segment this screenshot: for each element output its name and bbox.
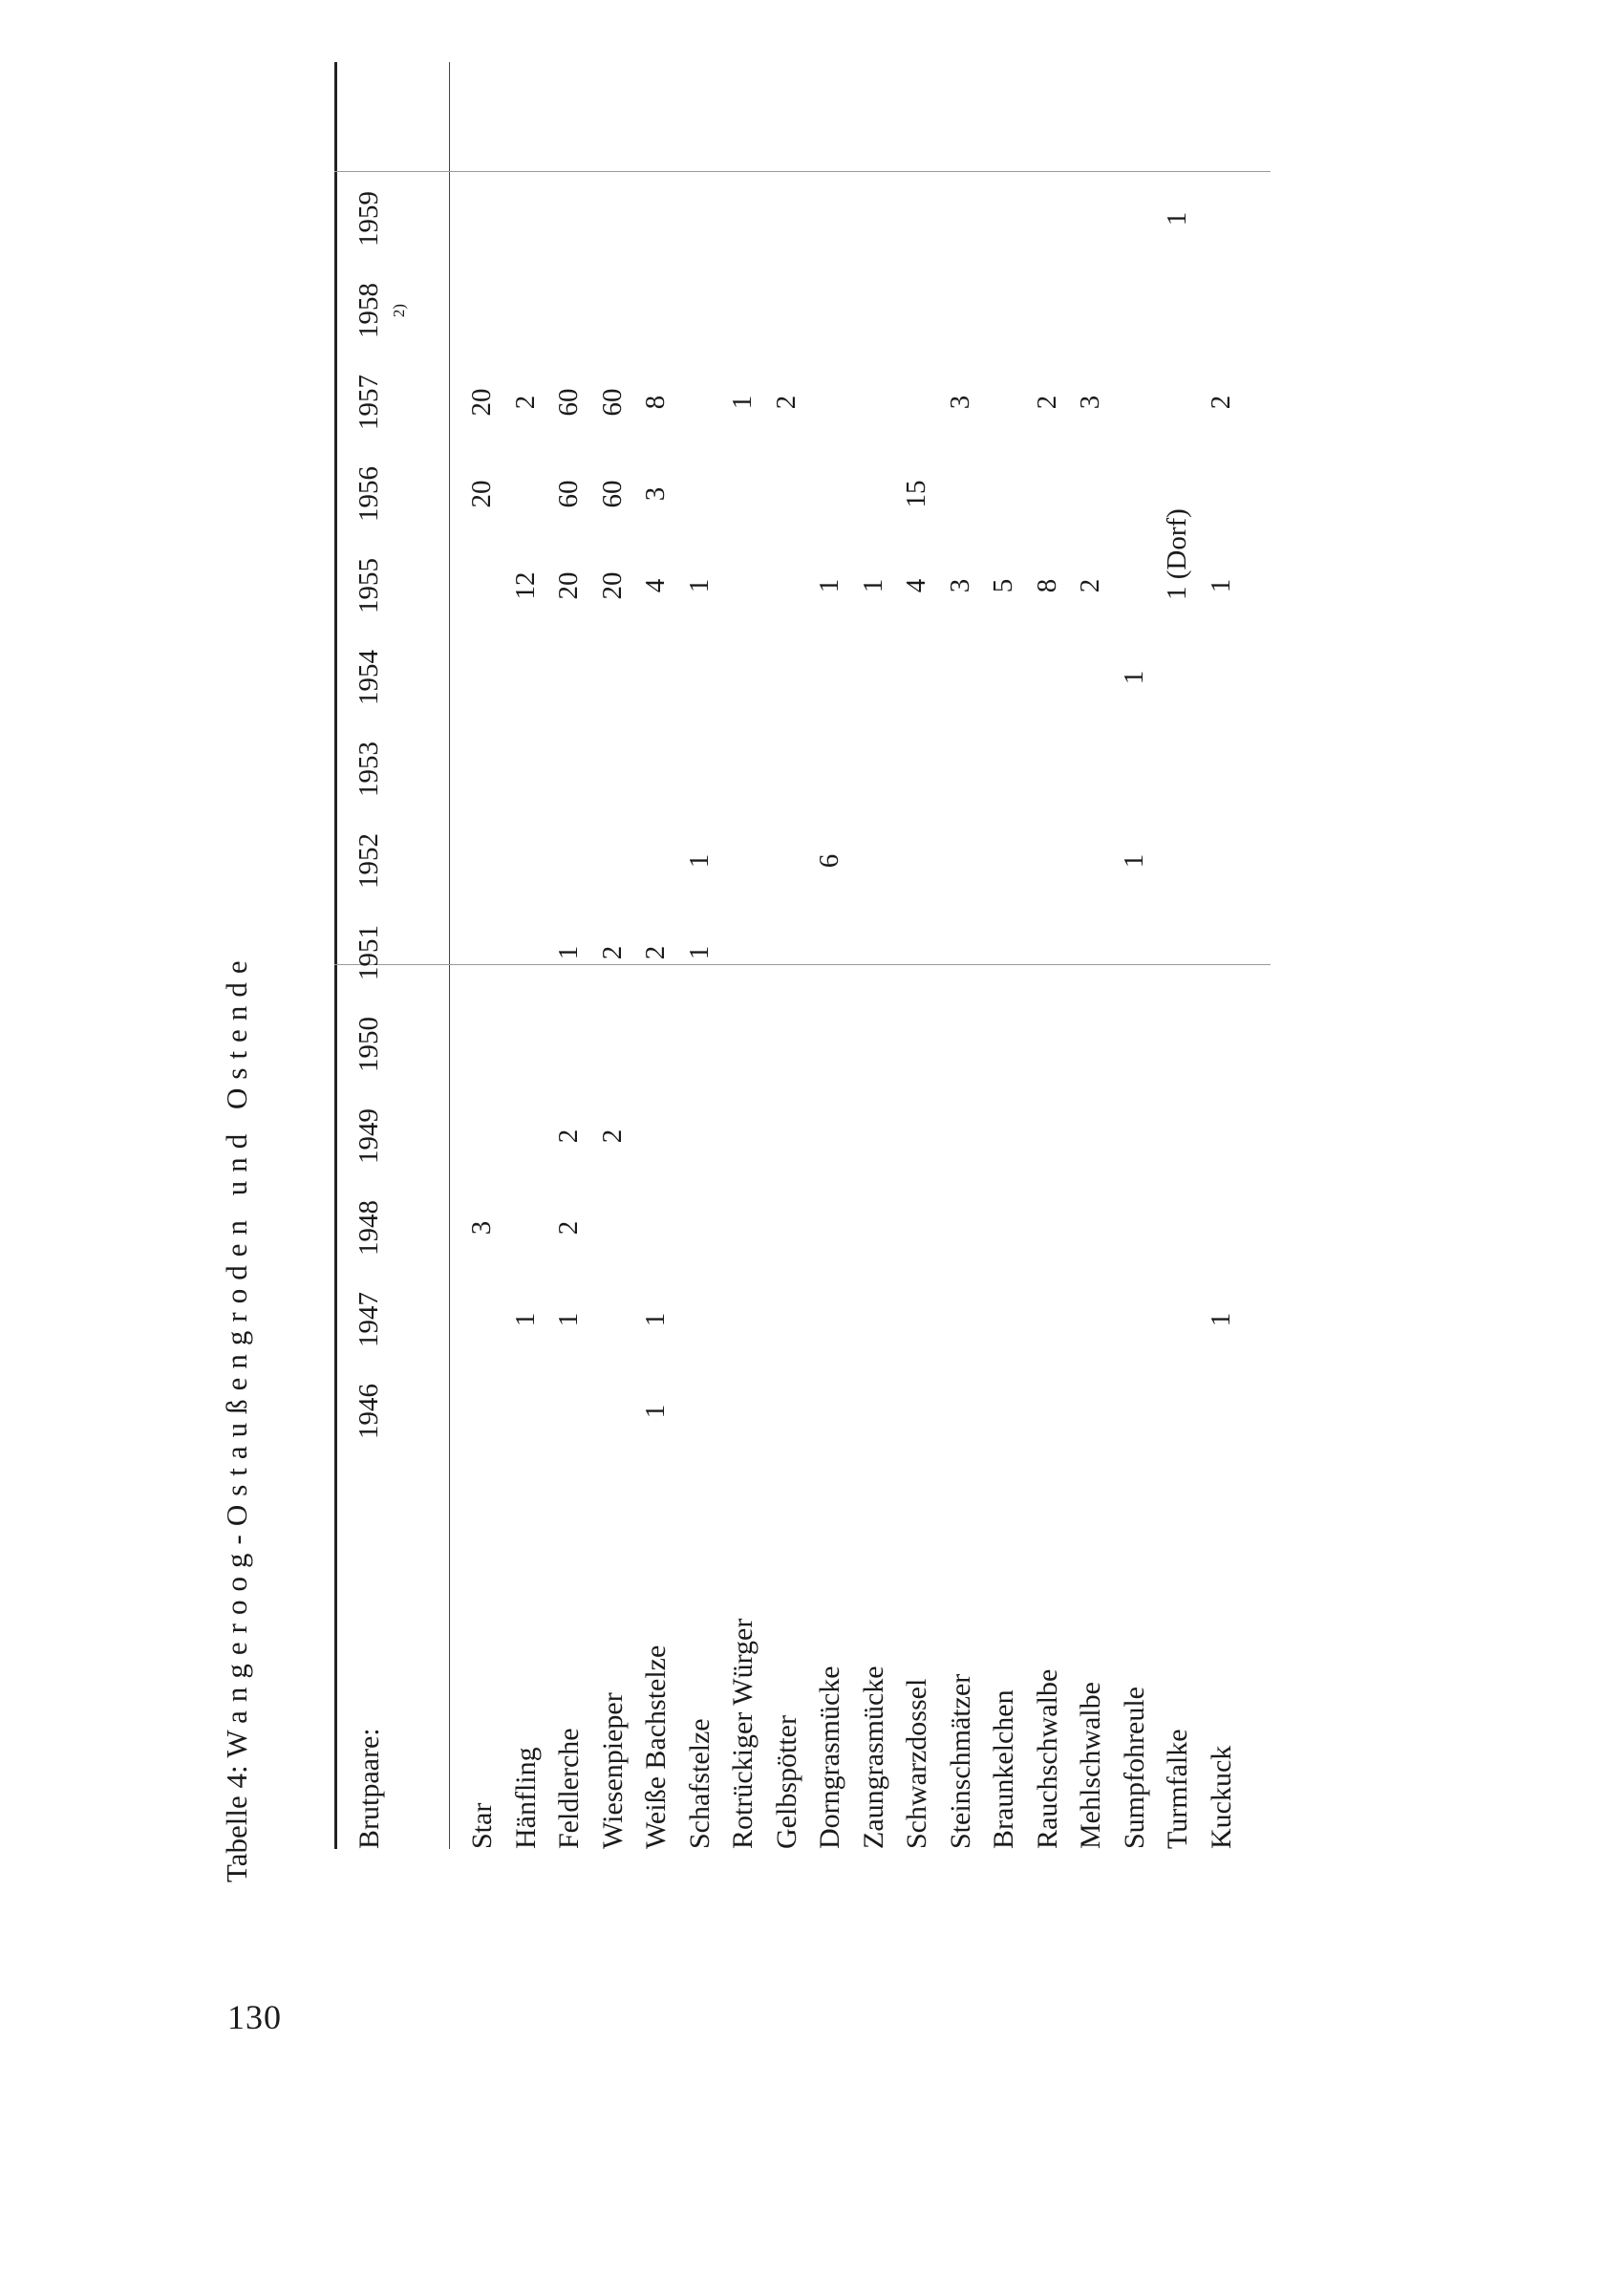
species-label: Schwarzdossel [901, 1678, 932, 1849]
year-header-1956: 1956 [353, 466, 384, 522]
species-label: Turmfalke [1162, 1729, 1193, 1849]
table-cell: 1 [683, 945, 715, 960]
table-cell: 2 [1031, 395, 1062, 410]
year-header-1959: 1959 [353, 191, 384, 247]
table-cell: 1 [683, 578, 715, 593]
species-label: Weiße Bachstelze [640, 1645, 672, 1849]
table-cell: 2 [1075, 578, 1105, 593]
table-cell: 8 [640, 395, 671, 410]
header-label: Brutpaare: [353, 1728, 385, 1849]
species-label: Braunkelchen [988, 1689, 1019, 1849]
table-cell: 1 [640, 1312, 671, 1327]
year-header-1955: 1955 [353, 558, 384, 613]
table-cell: 1 [509, 1312, 541, 1327]
table-cell: 12 [509, 571, 541, 600]
year-header-1958: 1958 [353, 283, 384, 338]
species-label: Steinschmätzer [944, 1673, 976, 1849]
table-cell: 2 [553, 1129, 584, 1144]
table-cell: 3 [640, 486, 671, 502]
top-rule [334, 62, 337, 1849]
rotated-table [210, 57, 1462, 1968]
page-number: 130 [227, 1998, 282, 2036]
table-cell: 1 [1205, 578, 1236, 593]
species-label: Hänfling [509, 1747, 542, 1849]
table-cell: 1 [1162, 211, 1192, 226]
species-label: Kuckuck [1205, 1745, 1237, 1849]
table-cell: 6 [814, 853, 844, 869]
table-cell: 1 [814, 578, 844, 593]
table-cell: 3 [944, 395, 975, 410]
table-cell: 60 [596, 388, 628, 417]
species-label: Feldlerche [553, 1728, 585, 1849]
year-header-1952: 1952 [353, 833, 384, 889]
table-cell: 2 [596, 945, 628, 960]
footnote-marker-1958: 2) [390, 303, 408, 318]
year-header-1957: 1957 [353, 375, 384, 430]
table-cell: 20 [466, 480, 497, 508]
column-divider [334, 171, 1271, 172]
year-header-1949: 1949 [353, 1108, 384, 1164]
species-label: Schafstelze [683, 1718, 716, 1849]
caption-title: Wangeroog-Ostaußengroden und Ostende [220, 952, 253, 1758]
species-label: Zaungrasmücke [857, 1666, 889, 1849]
species-label: Gelbspötter [770, 1715, 802, 1849]
table-cell: 1 [683, 853, 715, 869]
year-header-1946: 1946 [353, 1384, 384, 1439]
table-cell: 1 [1118, 853, 1149, 869]
table-cell: 1 [727, 395, 758, 410]
table-cell: 8 [1031, 578, 1062, 593]
table-cell: 1 [1118, 670, 1149, 685]
table-cell: 1 [553, 945, 584, 960]
column-divider [334, 964, 1271, 965]
table-cell: 3 [466, 1220, 497, 1236]
table-cell: 4 [640, 578, 671, 593]
table-cell: 4 [901, 578, 931, 593]
table-cell: 60 [553, 388, 584, 417]
table-cell: 3 [944, 578, 975, 593]
species-label: Rauchschwalbe [1031, 1668, 1063, 1849]
species-label: Sumpfohreule [1118, 1687, 1150, 1849]
table-cell: 20 [596, 571, 628, 600]
table-cell: 1 [640, 1404, 671, 1419]
table-cell: 15 [901, 480, 931, 508]
table-cell: 60 [596, 480, 628, 508]
table-cell: 60 [553, 480, 584, 508]
table-cell: 20 [466, 388, 497, 417]
species-label: Rotrückiger Würger [727, 1618, 759, 1849]
table-cell: 20 [553, 571, 584, 600]
year-header-1951: 1951 [353, 925, 384, 980]
year-header-1953: 1953 [353, 742, 384, 797]
year-header-1954: 1954 [353, 650, 384, 705]
species-label: Star [466, 1802, 498, 1849]
year-header-1948: 1948 [353, 1200, 384, 1256]
table-cell: 1 (Dorf) [1162, 508, 1192, 600]
table-cell: 2 [596, 1129, 628, 1144]
table-cell: 2 [770, 395, 801, 410]
species-label: Wiesenpieper [596, 1692, 629, 1849]
table-cell: 2 [640, 945, 671, 960]
caption-prefix: Tabelle 4: [220, 1757, 253, 1882]
table-cell: 2 [553, 1220, 584, 1236]
table-cell: 1 [1205, 1312, 1236, 1327]
table-cell: 2 [1205, 395, 1236, 410]
table-cell: 5 [988, 578, 1018, 593]
year-header-1947: 1947 [353, 1292, 384, 1347]
species-label: Dorngrasmücke [814, 1666, 845, 1849]
header-rule [449, 62, 450, 1849]
species-label: Mehlschwalbe [1075, 1682, 1106, 1849]
table-cell: 3 [1075, 395, 1105, 410]
table-cell: 1 [857, 578, 888, 593]
table-cell: 1 [553, 1312, 584, 1327]
table-cell: 2 [509, 395, 541, 410]
year-header-1950: 1950 [353, 1017, 384, 1072]
table-caption [220, 952, 254, 1882]
